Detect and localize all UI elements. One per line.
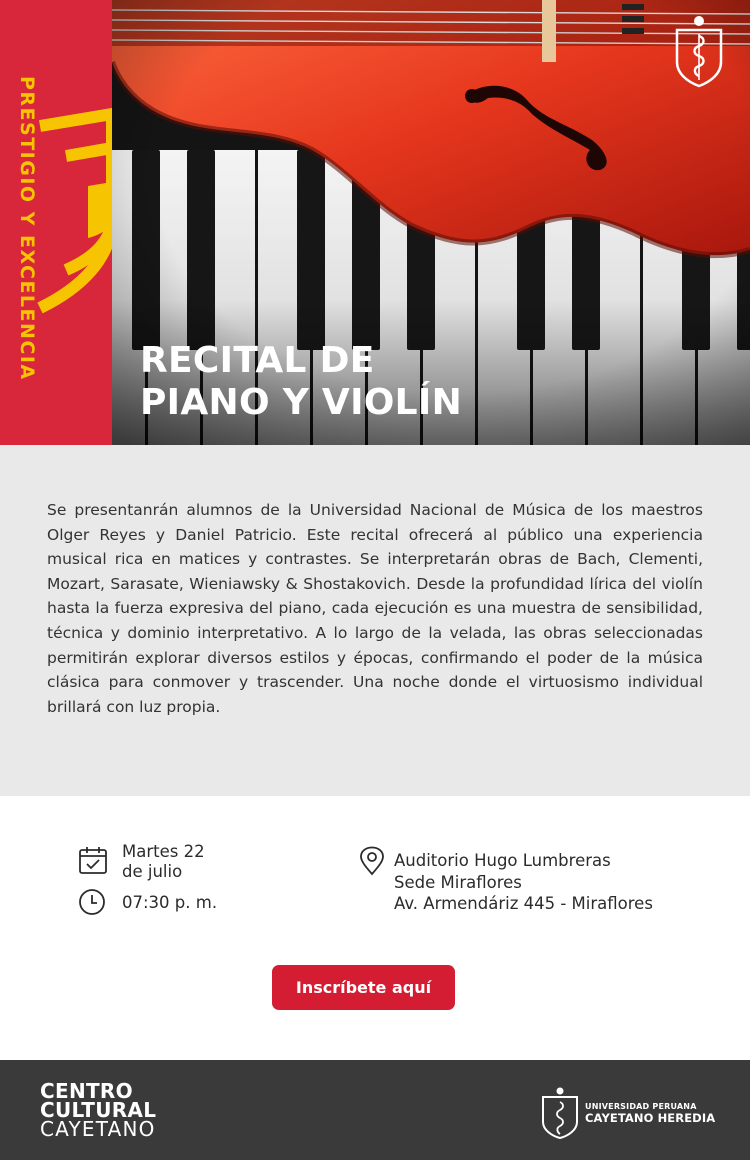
footer — [0, 1060, 750, 1160]
event-location-venue: Auditorio Hugo Lumbreras — [394, 851, 611, 870]
university-shield-icon — [540, 1086, 580, 1140]
event-date-line-1: Martes 22 — [122, 842, 205, 861]
shield-emblem-icon — [36, 108, 112, 318]
hero-banner — [0, 0, 750, 445]
footer-brand-line-3: CAYETANO — [40, 1117, 156, 1141]
event-description: Se presentanrán alumnos de la Universidad Nacional de Música de los maestros Olger Reyes y Daniel Patricio. Este recital ofrecerá al público una experiencia musical rica en matices y contrastes. Se interpretarán obras de Bach, Clementi, Mozart, Sarasate, Wieniawsky & Shostakovich. Desde la profundidad lírica del violín hasta la fuerza expresiva del piano, cada ejecución es una muestra de sensibilidad, técnica y dominio interpretativo. A lo largo de la velada, las obras seleccionadas permitirán explorar diversos estilos y épocas, confirmando el poder de la música clásica para conmover y trascender. Una noche donde el virtuosismo individual brillará con luz propia. — [47, 501, 703, 716]
university-name-line-2: CAYETANO HEREDIA — [585, 1111, 716, 1125]
event-location-address: Av. Armendáriz 445 - Miraflores — [394, 894, 653, 913]
description-section — [0, 445, 750, 796]
event-title — [140, 340, 462, 424]
university-shield-logo-icon — [672, 12, 726, 88]
clock-icon — [78, 888, 106, 916]
side-band-slogan: PRESTIGIO Y EXCELENCIA — [16, 76, 38, 381]
event-details — [0, 796, 750, 1060]
event-title-line-1: RECITAL DE — [140, 340, 375, 381]
event-time: 07:30 p. m. — [122, 893, 218, 912]
footer-brand-line-2: CULTURAL — [40, 1098, 157, 1122]
register-button[interactable]: Inscríbete aquí — [272, 965, 455, 1010]
university-name — [585, 1102, 715, 1125]
event-date-line-2: de julio — [122, 862, 183, 881]
event-title-line-2: PIANO Y VIOLÍN — [140, 382, 463, 423]
event-date — [122, 842, 205, 882]
event-location-campus: Sede Miraflores — [394, 872, 522, 892]
calendar-check-icon — [78, 845, 108, 875]
side-red-band — [0, 0, 112, 445]
map-pin-icon — [359, 846, 385, 876]
footer-brand-line-1: CENTRO — [40, 1079, 133, 1103]
centro-cultural-logo — [40, 1079, 157, 1141]
university-name-line-1: UNIVERSIDAD PERUANA — [585, 1102, 697, 1111]
event-location — [394, 850, 653, 915]
